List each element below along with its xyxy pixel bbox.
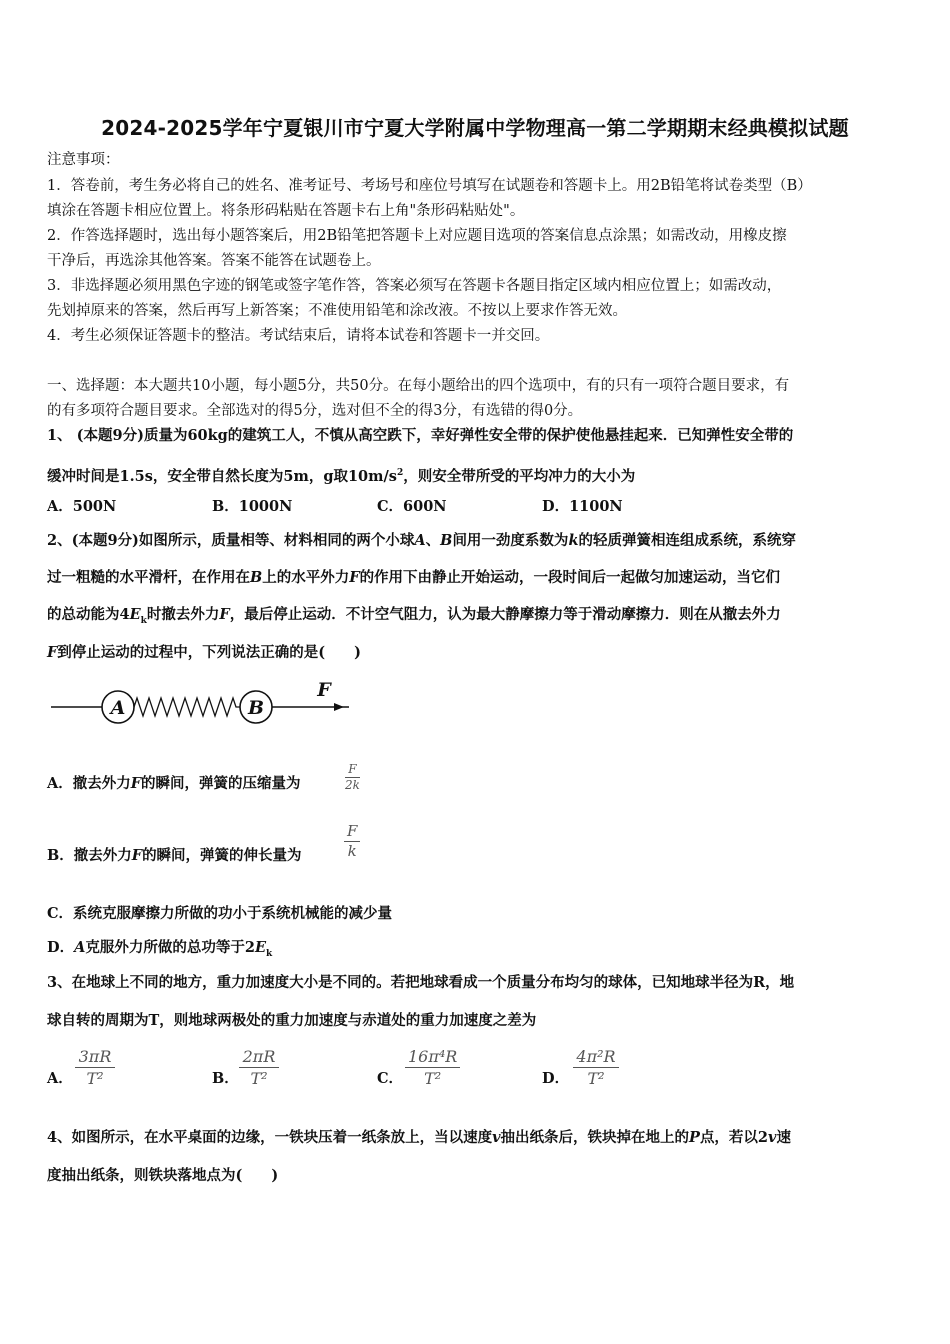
question-2-option-c[interactable]: C．系统克服摩擦力所做的功小于系统机械能的减少量 [47, 905, 393, 922]
spring [134, 698, 240, 716]
question-3-line: 3、在地球上不同的地方，重力加速度大小是不同的。若把地球看成一个质量分布均匀的球体，已知地球半径为R，地 [47, 974, 795, 991]
ball-b-label: B [247, 697, 265, 719]
notice-line: 2．作答选择题时，选出每小题答案后，用2B铅笔把答题卡上对应题目选项的答案信息点涂黑；如需改动，用橡皮擦 [47, 228, 787, 244]
question-2-option-d[interactable]: D．A克服外力所做的总功等于$2E_k$ [47, 939, 273, 959]
question-3-option-d-formula: 4π²R T² [573, 1046, 619, 1089]
question-3-line: 球自转的周期为T，则地球两极处的重力加速度与赤道处的重力加速度之差为 [47, 1012, 537, 1029]
question-2-option-b[interactable]: B．撤去外力F的瞬间，弹簧的伸长量为 [47, 847, 302, 864]
question-3-option-c-formula: 16π⁴R T² [405, 1046, 460, 1089]
notice-line: 3．非选择题必须用黑色字迹的钢笔或签字笔作答，答案必须写在答题卡各题目指定区域内相应位置上；如需改动， [47, 278, 782, 294]
question-3-option-d[interactable]: D． [542, 1070, 570, 1087]
force-arrow-icon [334, 703, 344, 711]
notice-heading: 注意事项： [47, 152, 120, 168]
notice-line: 先划掉原来的答案，然后再写上新答案；不准使用铅笔和涂改液。不按以上要求作答无效。 [47, 303, 627, 319]
question-2-line: 过一粗糙的水平滑杆，在作用在B上的水平外力F的作用下由静止开始运动，一段时间后一起做匀加速运动，当它们 [47, 569, 781, 586]
exam-title: 2024-2025学年宁夏银川市宁夏大学附属中学物理高一第二学期期末经典模拟试题 [101, 116, 849, 140]
fraction-f-over-k: F k [344, 822, 360, 861]
spring-system-figure [47, 676, 357, 736]
question-4-line: 4、如图所示，在水平桌面的边缘，一铁块压着一纸条放上，当以速度v抽出纸条后，铁块掉在地上的P点，若以2v速 [47, 1129, 791, 1146]
question-3-option-a[interactable]: A． [47, 1070, 73, 1087]
section-intro-line: 一、选择题：本大题共10小题，每小题5分，共50分。在每小题给出的四个选项中，有的只有一项符合题目要求，有 [47, 378, 790, 394]
question-1-option-c[interactable]: C．600N [377, 498, 447, 515]
question-1-option-d[interactable]: D．1100N [542, 498, 623, 515]
ball-a-label: A [110, 697, 126, 719]
question-1-line: 1、 (本题9分)质量为60kg的建筑工人，不慎从高空跌下，幸好弹性安全带的保护使他悬挂起来．已知弹性安全带的 [47, 427, 794, 444]
notice-line: 填涂在答题卡相应位置上。将条形码粘贴在答题卡右上角"条形码粘贴处"。 [47, 203, 525, 219]
question-2-option-a[interactable]: A．撤去外力F的瞬间，弹簧的压缩量为 [47, 775, 301, 792]
notice-line: 4．考生必须保证答题卡的整洁。考试结束后，请将本试卷和答题卡一并交回。 [47, 328, 550, 344]
notice-line: 干净后，再选涂其他答案。答案不能答在试题卷上。 [47, 253, 381, 269]
question-3-option-b-formula: 2πR T² [239, 1046, 279, 1089]
question-1-line: 缓冲时间是1.5s，安全带自然长度为5m，g取$10m/s^2$，则安全带所受的平均冲力的大小为 [47, 467, 636, 485]
section-intro-line: 的有多项符合题目要求。全部选对的得5分，选对但不全的得3分，有选错的得0分。 [47, 403, 583, 419]
question-3-option-a-formula: 3πR T² [75, 1046, 115, 1089]
question-3-option-b[interactable]: B． [212, 1070, 239, 1087]
question-2-line: 的总动能为$4E_k$时撤去外力F，最后停止运动．不计空气阻力，认为最大静摩擦力等于滑动摩擦力．则在从撤去外力 [47, 606, 781, 626]
question-1-option-a[interactable]: A．500N [47, 498, 117, 515]
question-2-line: F到停止运动的过程中，下列说法正确的是( ) [47, 644, 362, 661]
question-2-line: 2、(本题9分)如图所示，质量相等、材料相同的两个小球A、B间用一劲度系数为k的轻质弹簧相连组成系统，系统穿 [47, 532, 796, 549]
question-4-line: 度抽出纸条，则铁块落地点为( ) [47, 1167, 279, 1184]
fraction-f-over-2k: F 2k [345, 762, 360, 792]
force-label: F [317, 679, 331, 701]
question-3-option-c[interactable]: C． [377, 1070, 404, 1087]
question-1-option-b[interactable]: B．1000N [212, 498, 293, 515]
notice-line: 1．答卷前，考生务必将自己的姓名、准考证号、考场号和座位号填写在试题卷和答题卡上。用2B铅笔将试卷类型（B） [47, 178, 812, 194]
